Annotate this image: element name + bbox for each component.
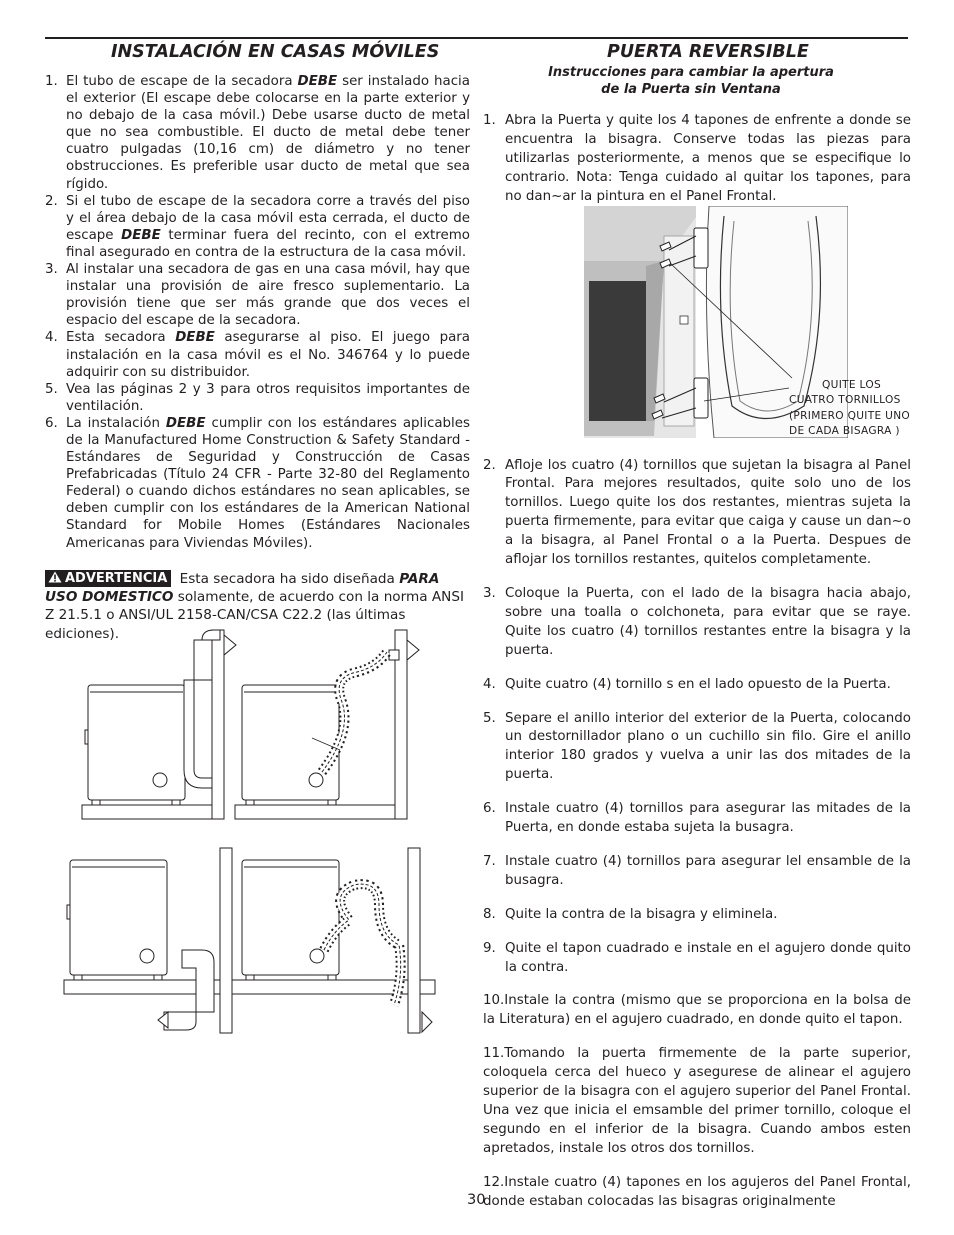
list-item: 5. Vea las páginas 2 y 3 para otros requisitos importantes de ventilación. (45, 381, 470, 414)
list-item: 6. La instalación DEBE cumplir con los estándares aplicables de la Manufactured Home Construction & Safety Standard - Estándares de Seguridad y Construcción de Casas Prefabricadas (Título 24 CFR - Parte 32-80 del Reglamento Federal) o cuando dichos estándares no sean aplicables, se deben cumplir con los estándares de la American National Standard for Mobile Homes (Estándares Nacionales Americanas para Viviendas Móviles). (45, 415, 470, 551)
mobile-home-list (45, 73, 470, 552)
wall (212, 630, 224, 819)
list-item: 9. Quite el tapon cuadrado e instale en el agujero donde quito la contra. (483, 940, 911, 975)
list-item: 1. Abra la Puerta y quite los 4 tapones de enfrente a donde se encuentra la bisagra. Conserve todas las piezas para utilizarlas posteriormente, a menos que se especifique lo contrario. Nota: Tenga cuidado al quitar los tapones, para no dan~ar la pintura en el Panel Frontal. (483, 113, 911, 204)
list-item: 5. Separe el anillo interior del exterior de la Puerta, colocando un destornillador plano o un cuchillo sin filo. Gire el anillo interior 180 grados y vuelva a unir las dos mitades de la puerta. (483, 710, 911, 783)
list-item: 3. Al instalar una secadora de gas en una casa móvil, hay que instalar una provisión de aire fresco suplementario. La provisión tiene que ser más grande que dos veces el espacio del escape de la secadora. (45, 262, 470, 329)
warning-paragraph: ADVERTENCIA Esta secadora ha sido diseñada PARA USO DOMESTICO solamente, de acuerdo con la norma ANSI Z 21.5.1 o ANSI/UL 2158-CAN/CSA C22.2 (las últimas ediciones). (45, 570, 464, 642)
mobile-home-installation-illustration (52, 620, 447, 1035)
duct-hole (309, 773, 323, 787)
list-item: 6. Instale cuatro (4) tornillos para asegurar las mitades de la Puerta, en donde estaba sujeta la busagra. (483, 801, 911, 836)
list-item: 4. Esta secadora DEBE asegurarse al piso. El juego para instalación en la casa móvil es el No. 346764 y lo puede adquirir con su distribuidor. (45, 330, 471, 380)
list-item: 2. Afloje los cuatro (4) tornillos que sujetan la bisagra al Panel Frontal. Para mejores resultados, quite solo uno de los tornillos. Luego quite los dos restantes, mientras sujeta la puerta firmemente, para evitar que caiga y cause un dan~o a la bisagra, al Panel Frontal o a la Puerta. Despues de aflojar los tornillos restantes, quitelos completamente. (483, 457, 911, 568)
left-column (45, 40, 470, 643)
list-item: 8. Quite la contra de la bisagra y eliminela. (483, 906, 778, 922)
list-item: 7. Instale cuatro (4) tornillos para asegurar lel ensamble de la busagra. (483, 853, 911, 888)
floor-shelf (232, 980, 435, 994)
list-item: 2. Si el tubo de escape de la secadora corre a través del piso y el área debajo de la casa móvil esta cerrada, el ducto de escape DEBE terminar fuera del recinto, con el extremo final asegurado en contra de la estructura de la casa móvil. (45, 193, 470, 260)
duct-hole (310, 949, 324, 963)
duct-hole (153, 773, 167, 787)
list-item: 10.Instale la contra (mismo que se proporciona en la bolsa de la Literatura) en el agujero cuadrado, en donde quito el tapon. (483, 993, 911, 1028)
floor-shelf (82, 805, 212, 819)
section-title-mobile-homes: INSTALACIÓN EN CASAS MÓVILES (111, 42, 440, 62)
dryer-body (242, 860, 339, 975)
warning-triangle-icon (48, 570, 62, 587)
top-rule (45, 37, 908, 39)
hinge-caption: QUITE LOS CUATRO TORNILLOS (PRIMERO QUITE UNO DE CADA BISAGRA ) (789, 379, 911, 437)
subtitle: Instrucciones para cambiar la apertura de la Puerta sin Ventana (548, 65, 834, 97)
list-item: 4. Quite cuatro (4) tornillo s en el lado opuesto de la Puerta. (483, 676, 891, 692)
floor-shelf (235, 805, 407, 819)
wall (408, 848, 420, 1033)
dryer-body (242, 685, 339, 800)
warning-badge: ADVERTENCIA (45, 570, 171, 587)
section-title-reversible-door: PUERTA REVERSIBLE (607, 42, 809, 62)
list-item: 11.Tomando la puerta firmemente de la parte superior, coloquela cerca del hueco y asegurese de alinear el agujero superior de la bisagra con el agujero superior del Panel Frontal. Una vez que inicia el emsamble del primer tornillo, coloque el segundo en el inferior de la bisagra. Cuando ambos esten apretados, instale los otros dos tornillos. (483, 1046, 911, 1156)
list-item: 1. El tubo de escape de la secadora DEBE ser instalado hacia el exterior (El escape debe colocarse en la parte exterior y no debajo de la casa móvil.) Debe usarse ducto de metal que no sea combustible. El ducto de metal debe tener cuatro pulgadas (10,16 cm) de diámetro y no tener obstrucciones. Es preferible usar ducto de metal que sea rígido. (45, 74, 470, 192)
duct-hole (140, 949, 154, 963)
page-number: 30 (467, 1191, 486, 1208)
wall (220, 848, 232, 1033)
list-item: 3. Coloque la Puerta, con el lado de la bisagra hacia abajo, sobre una toalla o colchoneta, para evitar que se raye. Quite los cuatro (4) tornillos restantes entre la bisagra y la puerta. (483, 585, 911, 658)
list-item: 12.Instale cuatro (4) tapones en los agujeros del Panel Frontal, donde estaban colocadas las bisagras originalmente (483, 1174, 911, 1209)
dryer-body (88, 685, 185, 800)
